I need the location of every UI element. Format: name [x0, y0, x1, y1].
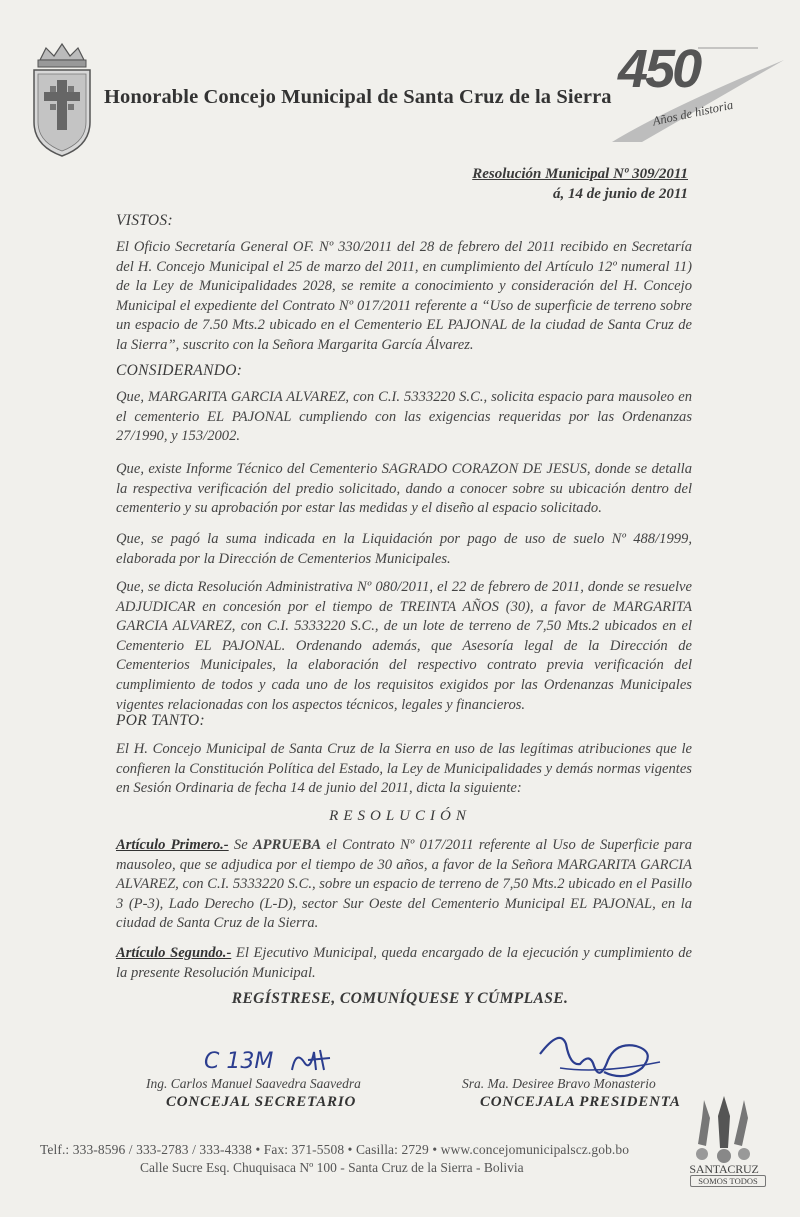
anniversary-text: Años de historia — [651, 97, 735, 129]
right-signatory-name: Sra. Ma. Desiree Bravo Monasterio — [462, 1076, 656, 1091]
por-tanto-heading: POR TANTO: — [116, 712, 205, 729]
left-signatory-role: CONCEJAL SECRETARIO — [166, 1094, 357, 1110]
considerando-heading: CONSIDERANDO: — [116, 362, 243, 379]
institution-name: Honorable Concejo Municipal de Santa Cruz de la Sierra — [104, 86, 612, 108]
anniversary-number: 450 — [618, 39, 700, 99]
left-signature-icon — [200, 1040, 350, 1080]
articulo-segundo-text: El Ejecutivo Municipal, queda encargado de la ejecución y cumplimiento de la presente Resolución Municipal. — [116, 945, 693, 981]
closing-formula: REGÍSTRESE, COMUNÍQUESE Y CÚMPLASE. — [231, 990, 569, 1007]
articulo-primero — [116, 836, 692, 934]
municipal-crest-icon — [30, 42, 94, 160]
resolucion-heading: RESOLUCIÓN — [329, 808, 471, 824]
articulo-primero-verb: APRUEBA — [252, 837, 322, 853]
right-signatory-role: CONCEJALA PRESIDENTA — [480, 1094, 681, 1110]
articulo-primero-pre: Se — [228, 837, 253, 853]
considerando-paragraph-4: Que, se dicta Resolución Administrativa Nº 080/2011, el 22 de febrero de 2011, donde se resuelve ADJUDICAR en concesión por el tiempo de TREINTA AÑOS (30), a favor de MARGARITA GARCIA ALVAREZ, con C.I. 5333220 S.C., de un lote de terreno de 7,50 Mts.2 ubicados en el Cementerio EL PAJONAL. Ordenando además, que Asesoría legal de la Dirección de Cementerios Municipales, la elaboración del respectivo contrato previa verificación del cumplimiento de todos y cada uno de los requisitos exigidos por las Ordenanzas Municipales vigentes relacionadas con los aspectos técnicos, legales y financieros. — [116, 579, 692, 713]
anniversary-logo — [608, 38, 786, 148]
footer-address: Calle Sucre Esq. Chuquisaca Nº 100 - Santa Cruz de la Sierra - Bolivia — [140, 1160, 524, 1175]
santa-cruz-logo-name: SANTACRUZ — [689, 1162, 759, 1176]
articulo-primero-text: el Contrato Nº 017/2011 referente al Uso de Superficie para mausoleo, que se adjudica por el tiempo de 30 años, a favor de la Señora MARGARITA GARCIA ALVAREZ, con C.I. 5333220 S.C., sobre un espacio de terreno de 7,50 Mts.2 ubicado en el Pasillo 3 (P-3), Lado Derecho (L-D), sector Sur Oeste del Cementerio Municipal EL PAJONAL, en la ciudad de Santa Cruz de la Sierra. — [116, 837, 692, 932]
articulo-segundo-label: Artículo Segundo.- — [116, 945, 232, 961]
considerando-paragraph-3: Que, se pagó la suma indicada en la Liquidación por pago de uso de suelo Nº 488/1999, elaborada por la Dirección de Cementerios Municipales. — [116, 531, 692, 567]
santa-cruz-logo-tagline: SOMOS TODOS — [690, 1175, 766, 1187]
por-tanto-paragraph: El H. Concejo Municipal de Santa Cruz de la Sierra en uso de las legítimas atribuciones que le confieren la Constitución Política del Estado, la Ley de Municipalidades y demás normas vigentes en Sesión Ordinaria de fecha 14 de junio del 2011, dicta la siguiente: — [116, 741, 692, 797]
footer-contact: Telf.: 333-8596 / 333-2783 / 333-4338 • Fax: 371-5508 • Casilla: 2729 • www.concejomunicipalscz.gob.bo — [40, 1142, 630, 1157]
articulo-segundo — [116, 944, 692, 983]
considerando-paragraph-2: Que, existe Informe Técnico del Cementerio SAGRADO CORAZON DE JESUS, donde se detalla la respectiva verificación del predio solicitado, dando a conocer sobre su ubicación dentro del cementerio y su aprobación por estar las medidas y el diseño al espacio solicitado. — [116, 461, 692, 517]
vistos-paragraph: El Oficio Secretaría General OF. Nº 330/2011 del 28 de febrero del 2011 recibido en Secretaría del H. Concejo Municipal el 25 de marzo del 2011, en cumplimiento del Artículo 12º numeral 11) de la Ley de Municipalidades 2028, se remite a conocimiento y consideración del H. Concejo Municipal el expediente del Contrato Nº 017/2011 referente a “Uso de superficie de terreno sobre un espacio de 7.50 Mts.2 ubicado en el Cementerio EL PAJONAL de la ciudad de Santa Cruz de la Sierra”, suscrito con la Señora Margarita García Álvarez. — [116, 239, 692, 353]
resolution-date: á, 14 de junio de 2011 — [552, 186, 688, 202]
articulo-primero-label: Artículo Primero.- — [116, 837, 229, 853]
vistos-heading: VISTOS: — [116, 212, 173, 229]
left-signature-initials: C 13M — [204, 1049, 274, 1074]
resolution-title: Resolución Municipal Nº 309/2011 — [472, 166, 688, 182]
left-signatory-name: Ing. Carlos Manuel Saavedra Saavedra — [146, 1076, 361, 1091]
considerando-paragraph-1: Que, MARGARITA GARCIA ALVAREZ, con C.I. 5333220 S.C., solicita espacio para mausoleo en el cementerio EL PAJONAL cumpliendo con las exigencias requeridas por las Ordenanzas 27/1990, y 153/2002. — [116, 389, 692, 445]
